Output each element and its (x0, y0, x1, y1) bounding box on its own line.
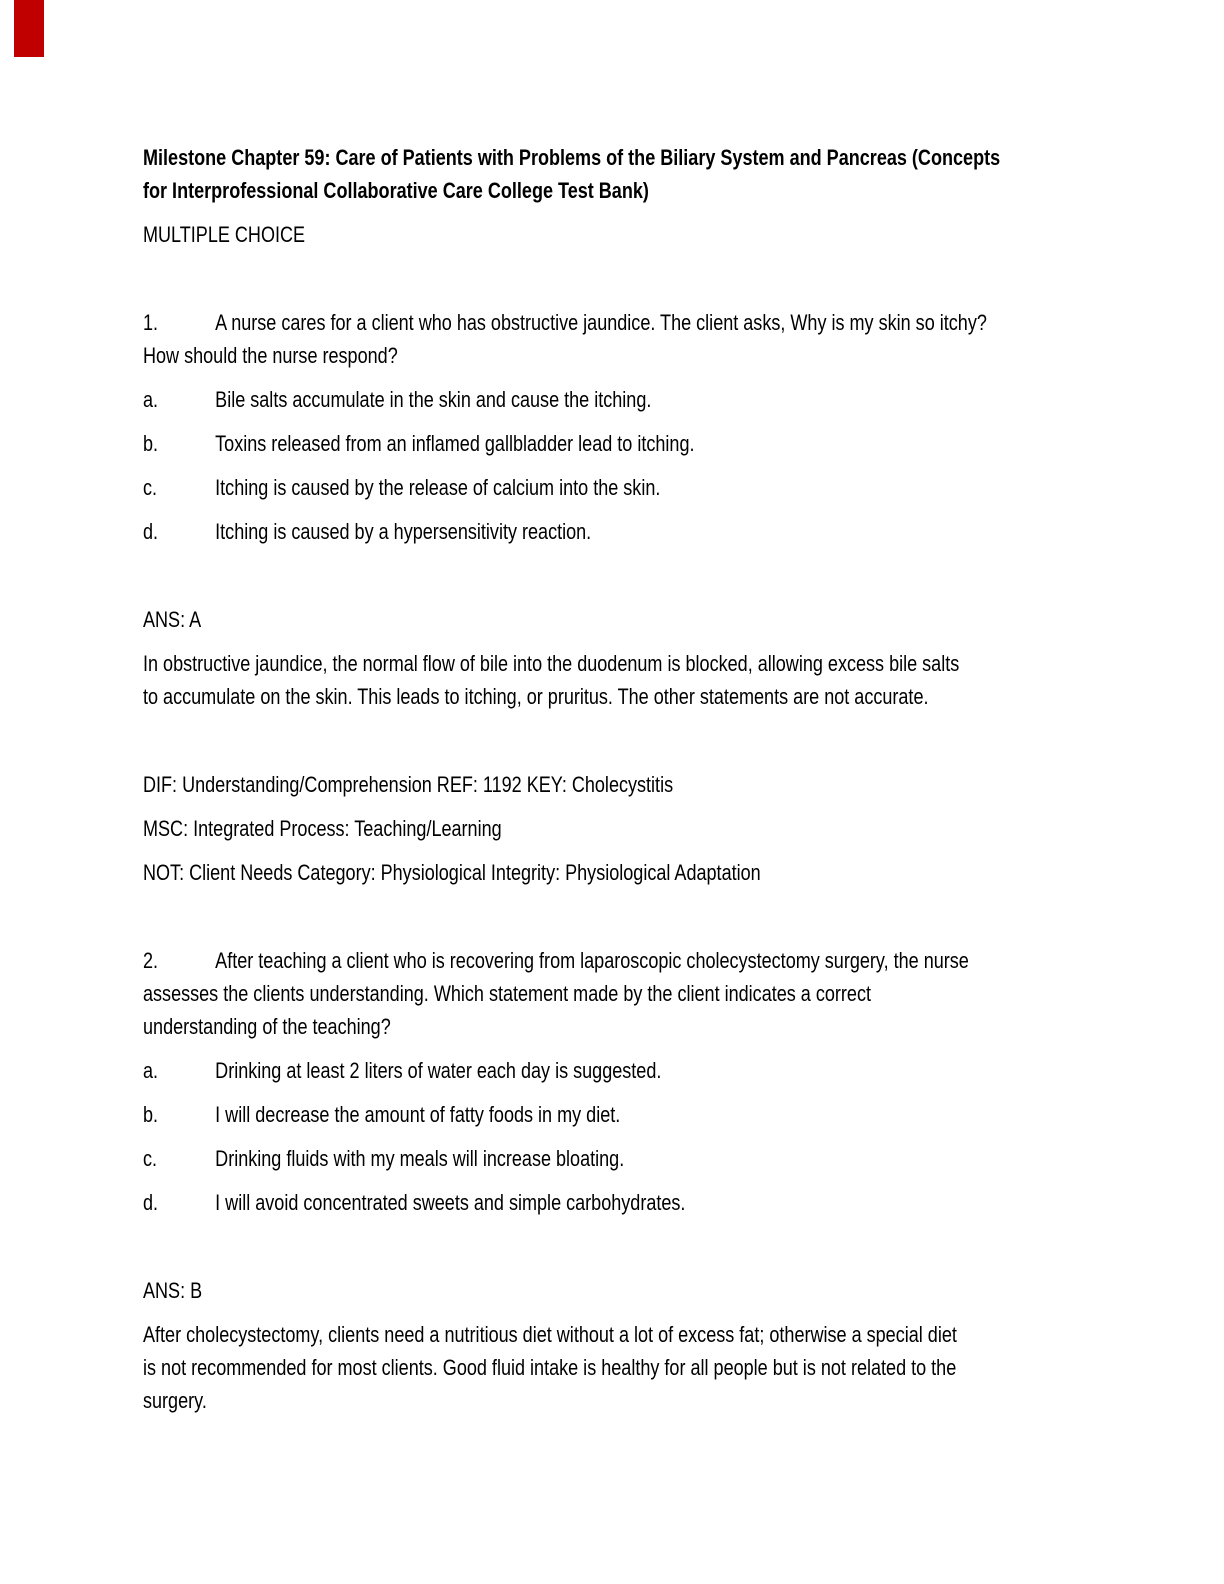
option-letter: b. (143, 431, 159, 456)
rationale-line: surgery. (143, 1388, 207, 1413)
option-text: Itching is caused by a hypersensitivity reaction. (215, 519, 592, 544)
question-2-number: 2. (143, 948, 159, 973)
question-2-option-b (143, 1098, 1224, 1131)
question-2-answer: ANS: B (143, 1278, 203, 1303)
question-1-number: 1. (143, 310, 159, 335)
option-text: Itching is caused by the release of calcium into the skin. (215, 475, 661, 500)
rationale-line: is not recommended for most clients. Good fluid intake is healthy for all people but is not related to the (143, 1355, 957, 1380)
option-text: I will decrease the amount of fatty foods in my diet. (215, 1102, 621, 1127)
question-1-rationale (143, 647, 1224, 713)
option-text: Drinking fluids with my meals will increase bloating. (215, 1146, 625, 1171)
question-1-meta-msc: MSC: Integrated Process: Teaching/Learning (143, 816, 502, 841)
option-letter: a. (143, 1058, 159, 1083)
question-1-meta-dif: DIF: Understanding/Comprehension REF: 1192 KEY: Cholecystitis (143, 772, 674, 797)
option-text: Toxins released from an inflamed gallbladder lead to itching. (215, 431, 695, 456)
question-2-option-d (143, 1186, 1224, 1219)
corner-marker (14, 0, 44, 57)
question-2-stem (143, 944, 1224, 1043)
option-letter: d. (143, 1190, 159, 1215)
document-content (143, 141, 1224, 1417)
question-1-meta-not: NOT: Client Needs Category: Physiological Integrity: Physiological Adaptation (143, 860, 761, 885)
option-letter: d. (143, 519, 159, 544)
question-1-stem-text: A nurse cares for a client who has obstructive jaundice. The client asks, Why is my skin so itchy? (215, 310, 987, 335)
option-letter: b. (143, 1102, 159, 1127)
option-letter: a. (143, 387, 159, 412)
question-1-option-a (143, 383, 1224, 416)
question-1-answer: ANS: A (143, 607, 202, 632)
question-1-stem (143, 306, 1224, 372)
question-2-option-c (143, 1142, 1224, 1175)
question-1-option-b (143, 427, 1224, 460)
paragraph-spacer (143, 262, 1224, 306)
question-1-stem-line-2: How should the nurse respond? (143, 343, 398, 368)
question-1-stem-line-1 (143, 306, 1224, 339)
document-title (143, 141, 1224, 207)
question-2-option-a (143, 1054, 1224, 1087)
section-heading: MULTIPLE CHOICE (143, 222, 306, 247)
document-title-line-2: for Interprofessional Collaborative Care College Test Bank) (143, 178, 649, 203)
rationale-line: to accumulate on the skin. This leads to itching, or pruritus. The other statements are not accurate. (143, 684, 929, 709)
paragraph-spacer (143, 559, 1224, 603)
paragraph-spacer (143, 1230, 1224, 1274)
question-1-option-c (143, 471, 1224, 504)
question-2-stem-text: After teaching a client who is recovering from laparoscopic cholecystectomy surgery, the nurse (215, 948, 969, 973)
rationale-line: In obstructive jaundice, the normal flow of bile into the duodenum is blocked, allowing excess bile salts (143, 651, 960, 676)
question-2-stem-line-1 (143, 944, 1224, 977)
question-2-rationale (143, 1318, 1224, 1417)
paragraph-spacer (143, 900, 1224, 944)
option-text: Drinking at least 2 liters of water each day is suggested. (215, 1058, 662, 1083)
question-1-option-d (143, 515, 1224, 548)
option-letter: c. (143, 475, 158, 500)
option-text: Bile salts accumulate in the skin and cause the itching. (215, 387, 652, 412)
option-text: I will avoid concentrated sweets and simple carbohydrates. (215, 1190, 686, 1215)
rationale-line: After cholecystectomy, clients need a nutritious diet without a lot of excess fat; otherwise a special diet (143, 1322, 957, 1347)
option-letter: c. (143, 1146, 158, 1171)
question-2-stem-line-3: understanding of the teaching? (143, 1014, 391, 1039)
document-title-line-1: Milestone Chapter 59: Care of Patients with Problems of the Biliary System and Pancreas (Concepts (143, 145, 1001, 170)
paragraph-spacer (143, 724, 1224, 768)
question-2-stem-line-2: assesses the clients understanding. Which statement made by the client indicates a correct (143, 981, 871, 1006)
